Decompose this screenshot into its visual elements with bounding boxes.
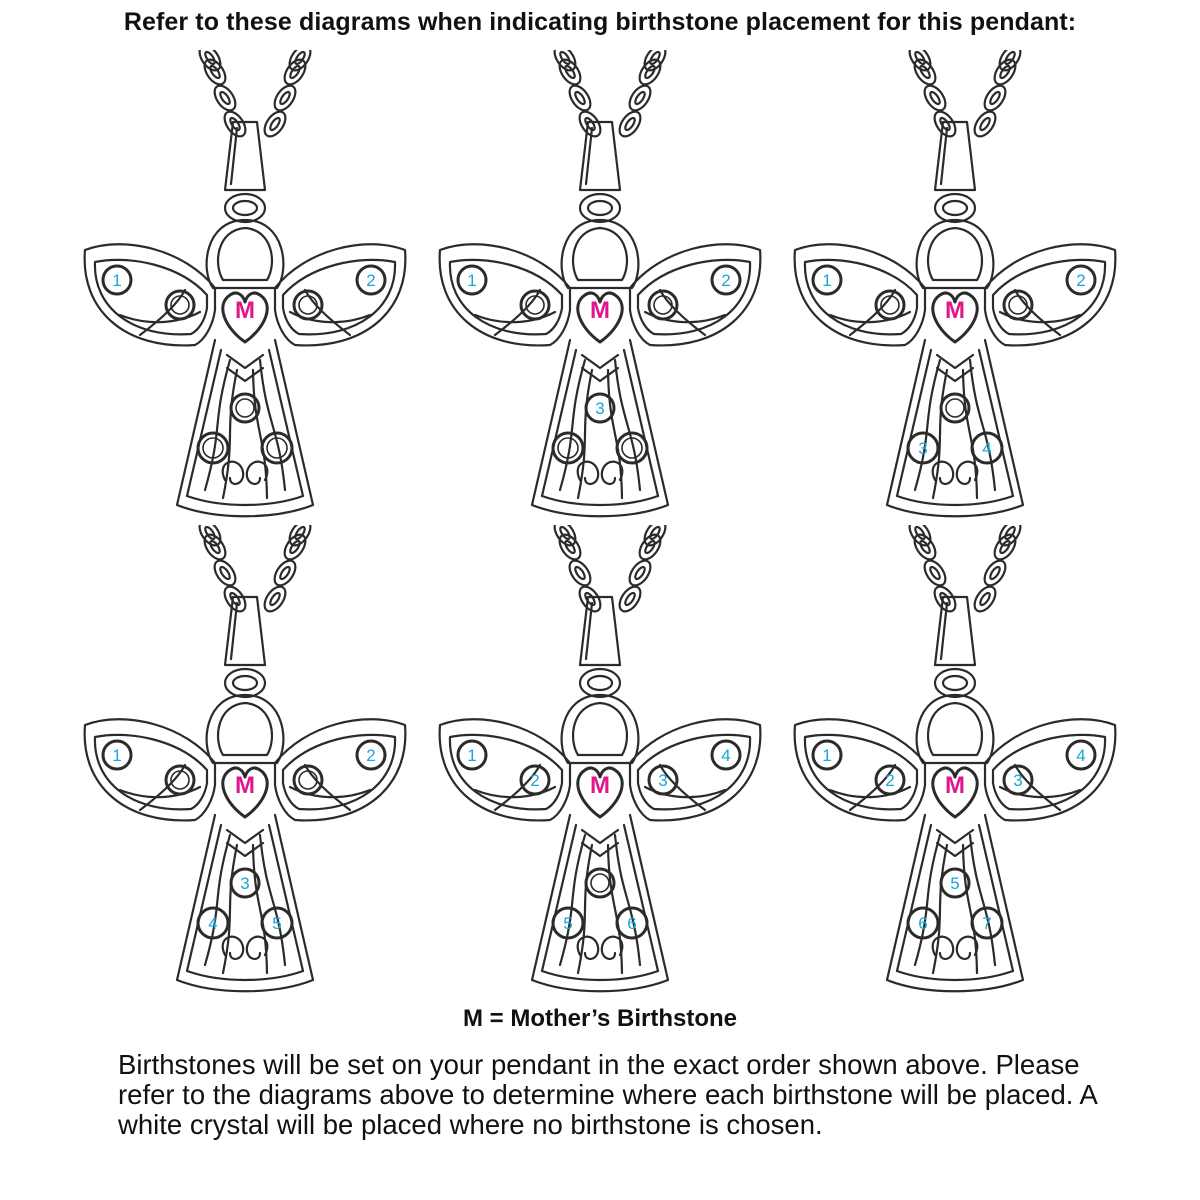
stone-number-5: 5 (950, 874, 960, 893)
stone-number-2: 2 (885, 771, 895, 790)
pendant-diagram-5 (420, 525, 780, 995)
mother-stone-label: M (945, 297, 965, 324)
mother-stone-label: M (945, 772, 965, 799)
mother-stone-label: M (235, 297, 255, 324)
stone-number-4: 4 (721, 746, 731, 765)
stone-number-2: 2 (366, 746, 376, 765)
stone-number-1: 1 (467, 746, 477, 765)
stone-number-2: 2 (366, 271, 376, 290)
pendant-diagram-4 (65, 525, 425, 995)
pendant-diagram-1 (65, 50, 425, 520)
pendant-diagram-6 (775, 525, 1135, 995)
angel-pendant-icon (420, 50, 780, 520)
pendant-diagram-2 (420, 50, 780, 520)
legend-text: M = Mother’s Birthstone (462, 1005, 738, 1032)
stone-number-1: 1 (822, 746, 832, 765)
mother-stone-label: M (235, 772, 255, 799)
stone-number-2: 2 (721, 271, 731, 290)
pendant-diagram-3 (775, 50, 1135, 520)
stone-number-3: 3 (1013, 771, 1023, 790)
mother-stone-label: M (590, 772, 610, 799)
angel-pendant-icon (775, 525, 1135, 995)
stone-number-1: 1 (822, 271, 832, 290)
stone-number-6: 6 (918, 914, 928, 933)
stone-number-2: 2 (530, 771, 540, 790)
angel-pendant-icon (775, 50, 1135, 520)
stone-number-5: 5 (563, 914, 573, 933)
stone-number-3: 3 (658, 771, 668, 790)
stone-number-5: 5 (272, 914, 282, 933)
stone-number-1: 1 (112, 271, 122, 290)
stone-number-1: 1 (112, 746, 122, 765)
stone-number-2: 2 (1076, 271, 1086, 290)
stone-number-3: 3 (595, 399, 605, 418)
page-heading: Refer to these diagrams when indicating birthstone placement for this pendant: (123, 8, 1077, 36)
angel-pendant-icon (420, 525, 780, 995)
stone-number-3: 3 (918, 439, 928, 458)
mother-stone-label: M (590, 297, 610, 324)
stone-number-6: 6 (627, 914, 637, 933)
stone-number-4: 4 (982, 439, 992, 458)
placement-note: Birthstones will be set on your pendant in the exact order shown above. Please refer to the diagrams above to determine where each birthstone will be placed. A white crystal will be placed where no birthstone is chosen. (118, 1049, 1097, 1140)
stone-number-4: 4 (1076, 746, 1086, 765)
stone-number-4: 4 (208, 914, 218, 933)
mother-birthstone-legend (0, 1005, 1200, 1033)
stone-number-1: 1 (467, 271, 477, 290)
angel-pendant-icon (65, 525, 425, 995)
stone-number-3: 3 (240, 874, 250, 893)
diagram-grid (0, 40, 1200, 1010)
stone-number-7: 7 (982, 914, 992, 933)
angel-pendant-icon (65, 50, 425, 520)
